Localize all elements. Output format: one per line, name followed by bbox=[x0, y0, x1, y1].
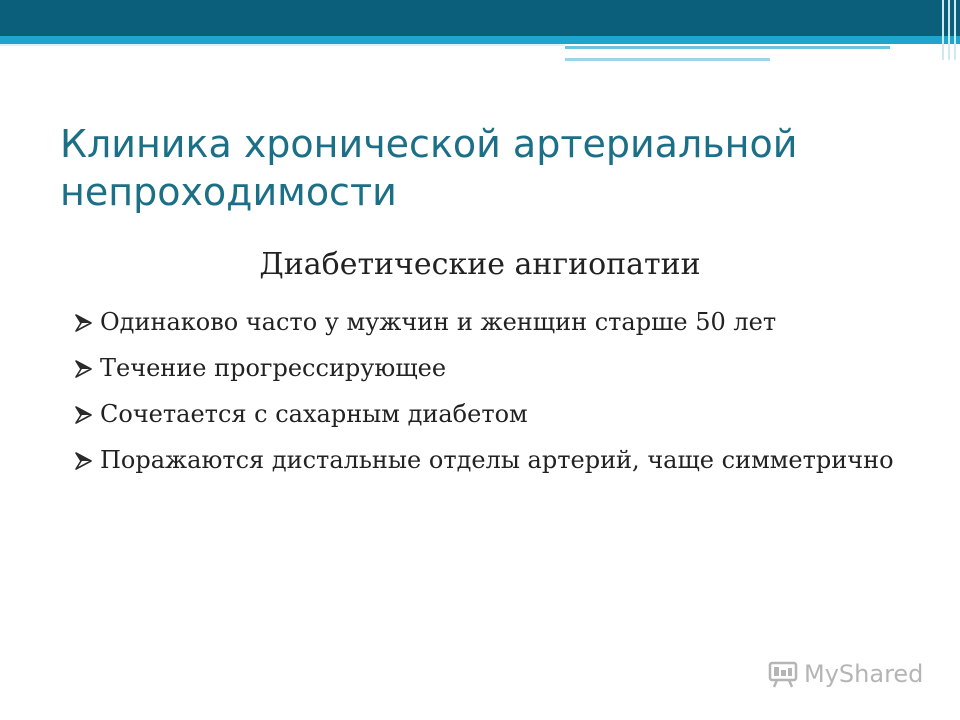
arrowhead-bullet-icon bbox=[74, 452, 92, 470]
bullet-text: Сочетается с сахарным диабетом bbox=[100, 400, 528, 428]
header-right-rails bbox=[930, 0, 960, 60]
bullet-item bbox=[74, 397, 894, 431]
myshared-watermark bbox=[768, 656, 923, 692]
bullet-list bbox=[74, 305, 894, 489]
projector-screen-icon bbox=[768, 659, 798, 689]
bullet-text: Поражаются дистальные отделы артерий, чаще симметрично bbox=[100, 446, 894, 474]
slide-title: Клиника хронической артериальной непроходимости bbox=[60, 122, 798, 214]
arrowhead-bullet-icon bbox=[74, 360, 92, 378]
arrowhead-bullet-icon bbox=[74, 314, 92, 332]
slide-subtitle: Диабетические ангиопатии bbox=[259, 247, 701, 282]
bullet-item bbox=[74, 305, 894, 339]
bullet-text: Течение прогрессирующее bbox=[100, 354, 447, 382]
arrowhead-bullet-icon bbox=[74, 406, 92, 424]
bullet-text: Одинаково часто у мужчин и женщин старше 50 лет bbox=[100, 308, 777, 336]
header-bar bbox=[0, 0, 960, 36]
header-decor-line bbox=[565, 46, 890, 49]
watermark-text: MyShared bbox=[804, 660, 924, 688]
header-decor-line-short bbox=[565, 58, 770, 61]
header-accent-stripe bbox=[0, 36, 960, 44]
bullet-item bbox=[74, 351, 894, 385]
bullet-item bbox=[74, 443, 894, 477]
header-thin-line bbox=[0, 44, 565, 46]
